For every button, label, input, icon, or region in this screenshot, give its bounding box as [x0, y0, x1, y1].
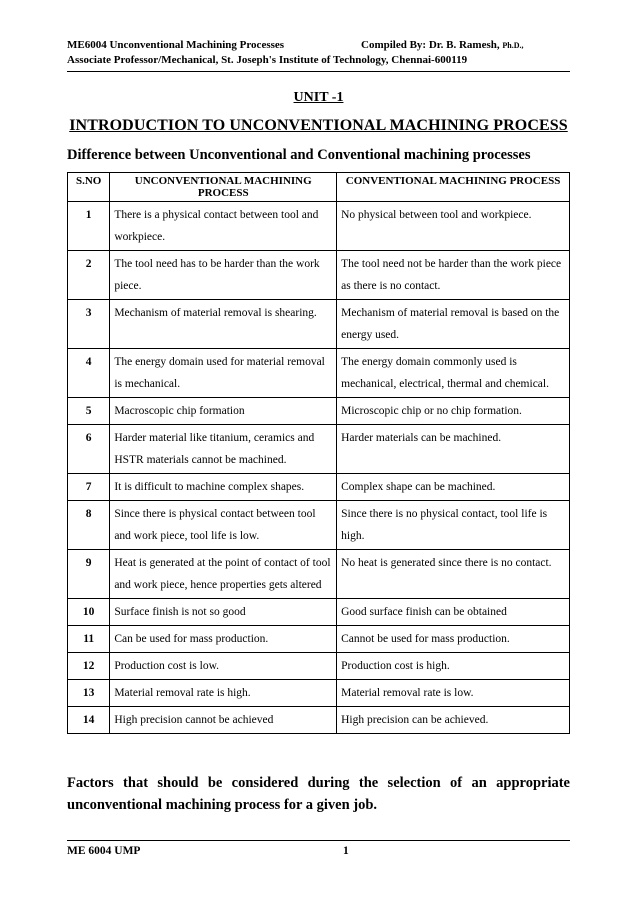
conventional-cell: No heat is generated since there is no contact. — [337, 550, 570, 599]
table-row — [68, 599, 570, 626]
conventional-cell: Material removal rate is low. — [337, 680, 570, 707]
unit-heading: UNIT -1 — [293, 90, 344, 105]
table-row — [68, 680, 570, 707]
row-number: 7 — [68, 474, 110, 501]
header-compiled-by — [361, 38, 524, 53]
comparison-table — [67, 172, 570, 734]
row-number: 4 — [68, 349, 110, 398]
header-rule — [67, 71, 570, 72]
unconventional-cell: The tool need has to be harder than the work piece. — [110, 251, 337, 300]
row-number: 14 — [68, 707, 110, 734]
table-header-row — [68, 173, 570, 202]
unconventional-cell: The energy domain used for material removal is mechanical. — [110, 349, 337, 398]
table-row — [68, 653, 570, 680]
header-degree: Ph.D., — [502, 41, 524, 50]
conventional-cell: No physical between tool and workpiece. — [337, 202, 570, 251]
row-number: 6 — [68, 425, 110, 474]
page-footer — [67, 840, 570, 857]
unconventional-cell: Harder material like titanium, ceramics and HSTR materials cannot be machined. — [110, 425, 337, 474]
unconventional-cell: Material removal rate is high. — [110, 680, 337, 707]
header-course: ME6004 Unconventional Machining Processes — [67, 39, 285, 51]
row-number: 13 — [68, 680, 110, 707]
table-row — [68, 349, 570, 398]
conventional-cell: The tool need not be harder than the work piece as there is no contact. — [337, 251, 570, 300]
unconventional-cell: It is difficult to machine complex shapes. — [110, 474, 337, 501]
conventional-cell: High precision can be achieved. — [337, 707, 570, 734]
row-number: 11 — [68, 626, 110, 653]
conventional-cell: Complex shape can be machined. — [337, 474, 570, 501]
footer-course-code: ME 6004 UMP — [67, 845, 141, 857]
unconventional-cell: Surface finish is not so good — [110, 599, 337, 626]
row-number: 9 — [68, 550, 110, 599]
table-row — [68, 550, 570, 599]
conventional-cell: Production cost is high. — [337, 653, 570, 680]
conventional-cell: The energy domain commonly used is mechanical, electrical, thermal and chemical. — [337, 349, 570, 398]
page-header — [67, 0, 570, 68]
conventional-cell: Since there is no physical contact, tool life is high. — [337, 501, 570, 550]
page-number: 1 — [343, 845, 349, 857]
table-row — [68, 474, 570, 501]
table-row — [68, 300, 570, 349]
table-row — [68, 707, 570, 734]
row-number: 1 — [68, 202, 110, 251]
page-title: INTRODUCTION TO UNCONVENTIONAL MACHINING PROCESS — [69, 117, 568, 134]
table-row — [68, 251, 570, 300]
section-title: Difference between Unconventional and Conventional machining processes — [67, 147, 531, 163]
unconventional-cell: Can be used for mass production. — [110, 626, 337, 653]
factors-heading: Factors that should be considered during the selection of an appropriate unconventional machining process for a given job. — [67, 775, 570, 813]
row-number: 5 — [68, 398, 110, 425]
header-unconventional: UNCONVENTIONAL MACHINING PROCESS — [110, 173, 337, 202]
row-number: 8 — [68, 501, 110, 550]
table-row — [68, 202, 570, 251]
unconventional-cell: Since there is physical contact between tool and work piece, tool life is low. — [110, 501, 337, 550]
table-body — [68, 202, 570, 734]
conventional-cell: Harder materials can be machined. — [337, 425, 570, 474]
conventional-cell: Microscopic chip or no chip formation. — [337, 398, 570, 425]
table-row — [68, 398, 570, 425]
unconventional-cell: Macroscopic chip formation — [110, 398, 337, 425]
conventional-cell: Mechanism of material removal is based on the energy used. — [337, 300, 570, 349]
table-row — [68, 626, 570, 653]
unconventional-cell: Heat is generated at the point of contact of tool and work piece, hence properties gets altered — [110, 550, 337, 599]
header-affiliation: Associate Professor/Mechanical, St. Joseph's Institute of Technology, Chennai-600119 — [67, 54, 468, 66]
header-sno: S.NO — [68, 173, 110, 202]
row-number: 10 — [68, 599, 110, 626]
header-conventional: CONVENTIONAL MACHINING PROCESS — [337, 173, 570, 202]
header-compiled-name: Compiled By: Dr. B. Ramesh, — [361, 39, 500, 51]
conventional-cell: Cannot be used for mass production. — [337, 626, 570, 653]
table-row — [68, 501, 570, 550]
table-row — [68, 425, 570, 474]
header-line-1 — [67, 38, 570, 53]
unconventional-cell: Production cost is low. — [110, 653, 337, 680]
conventional-cell: Good surface finish can be obtained — [337, 599, 570, 626]
unconventional-cell: There is a physical contact between tool and workpiece. — [110, 202, 337, 251]
row-number: 2 — [68, 251, 110, 300]
unconventional-cell: High precision cannot be achieved — [110, 707, 337, 734]
unconventional-cell: Mechanism of material removal is shearing. — [110, 300, 337, 349]
row-number: 3 — [68, 300, 110, 349]
row-number: 12 — [68, 653, 110, 680]
